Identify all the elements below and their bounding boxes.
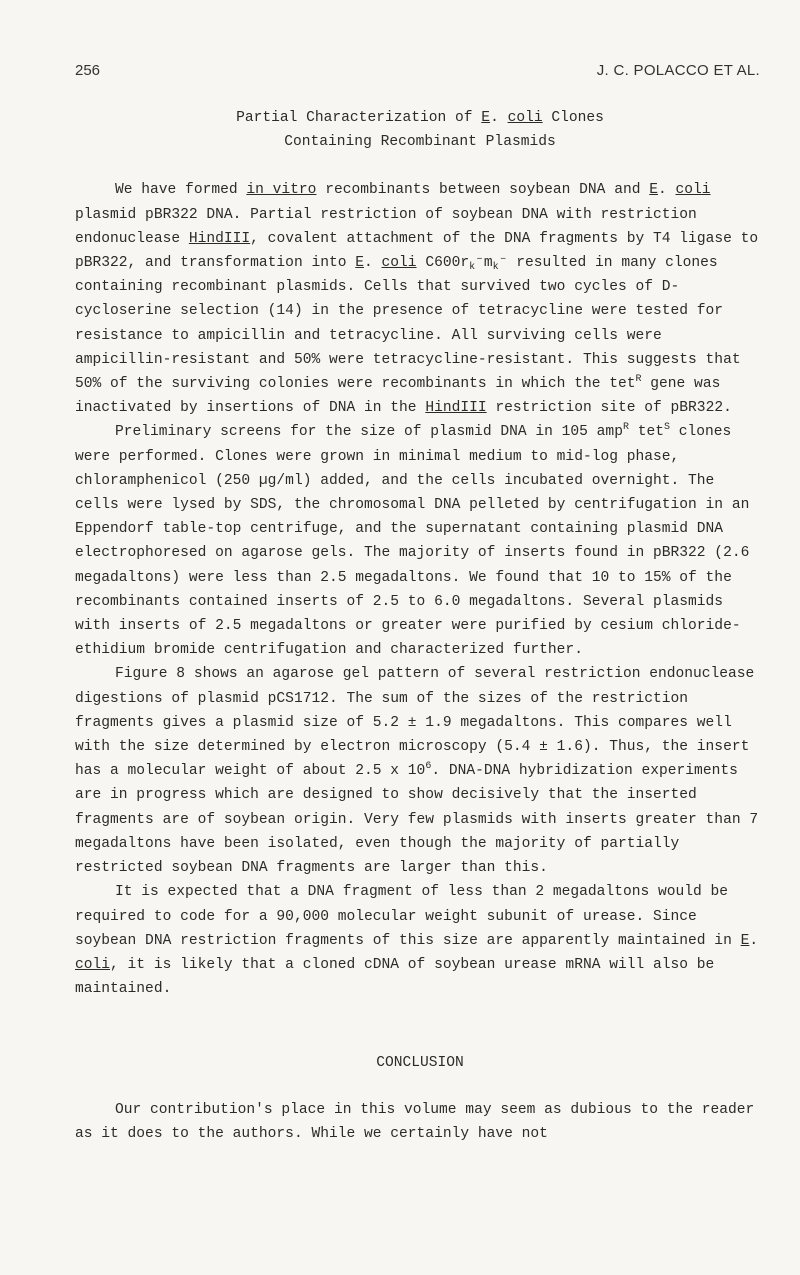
running-head: J. C. POLACCO ET AL. bbox=[596, 62, 760, 79]
page-number: 256 bbox=[75, 62, 101, 79]
section-title: Partial Characterization of E. coli Clones bbox=[236, 110, 604, 126]
article-body bbox=[75, 106, 765, 1146]
page-header bbox=[75, 62, 760, 84]
paragraph-1: We have formed in vitro recombinants between soybean DNA and E. coli plasmid pBR322 DNA. Partial restriction of soybean DNA with restriction endonuclease HindIII, covalent attachment of the DNA fragments by T4 ligase to pBR322, and transformation into E. coli $C600r_k^-m_k^-$ resulted in many clones containing recombinant plasmids. Cells that survived two cycles of D-cycloserine selection (14) in the presence of tetracycline were tested for resistance to ampicillin and tetracycline. All surviving cells were ampicillin-resistant and 50% were tetracycline-resistant. This suggests that 50% of the surviving colonies were recombinants in which the tet$^R$ gene was inactivated by insertions of DNA in the HindIII restriction site of pBR322. bbox=[75, 182, 759, 417]
paragraph-2: Preliminary screens for the size of plasmid DNA in 105 amp$^R$ tet$^S$ clones were performed. Clones were grown in minimal medium to mid-log phase, chloramphenicol (250 µg/ml) added, and the cells incubated overnight. The cells were lysed by SDS, the chromosomal DNA pelleted by centrifugation in an Eppendorf table-top centrifuge, and the supernatant containing plasmid DNA electrophoresed on agarose gels. The majority of inserts found in pBR322 (2.6 megadaltons) were less than 2.5 megadaltons. We found that 10 to 15% of the recombinants contained inserts of 2.5 to 6.0 megadaltons. Several plasmids with inserts of 2.5 megadaltons or greater were purified by cesium chloride-ethidium bromide centrifugation and characterized further. bbox=[75, 422, 750, 659]
section-title-line2: Containing Recombinant Plasmids bbox=[284, 134, 556, 151]
paragraph-4: It is expected that a DNA fragment of less than 2 megadaltons would be required to code for a 90,000 molecular weight subunit of urease. Since soybean DNA restriction fragments of this size are apparently maintained in E. coli, it is likely that a cloned cDNA of soybean urease mRNA will also be maintained. bbox=[75, 884, 759, 998]
conclusion-heading: CONCLUSION bbox=[376, 1055, 464, 1072]
conclusion-paragraph: Our contribution's place in this volume may seem as dubious to the reader as it does to the authors. While we certainly have not bbox=[75, 1101, 755, 1142]
paragraph-3: Figure 8 shows an agarose gel pattern of several restriction endonuclease digestions of plasmid pCS1712. The sum of the sizes of the restriction fragments gives a plasmid size of 5.2 ± 1.9 megadaltons. This compares well with the size determined by electron microscopy (5.4 ± 1.6). Thus, the insert has a molecular weight of about 2.5 x $10^6$. DNA-DNA hybridization experiments are in progress which are designed to show decisively that the inserted fragments are of soybean origin. Very few plasmids with inserts greater than 7 megadaltons have been isolated, even though the majority of partially restricted soybean DNA fragments are larger than this. bbox=[75, 666, 759, 877]
